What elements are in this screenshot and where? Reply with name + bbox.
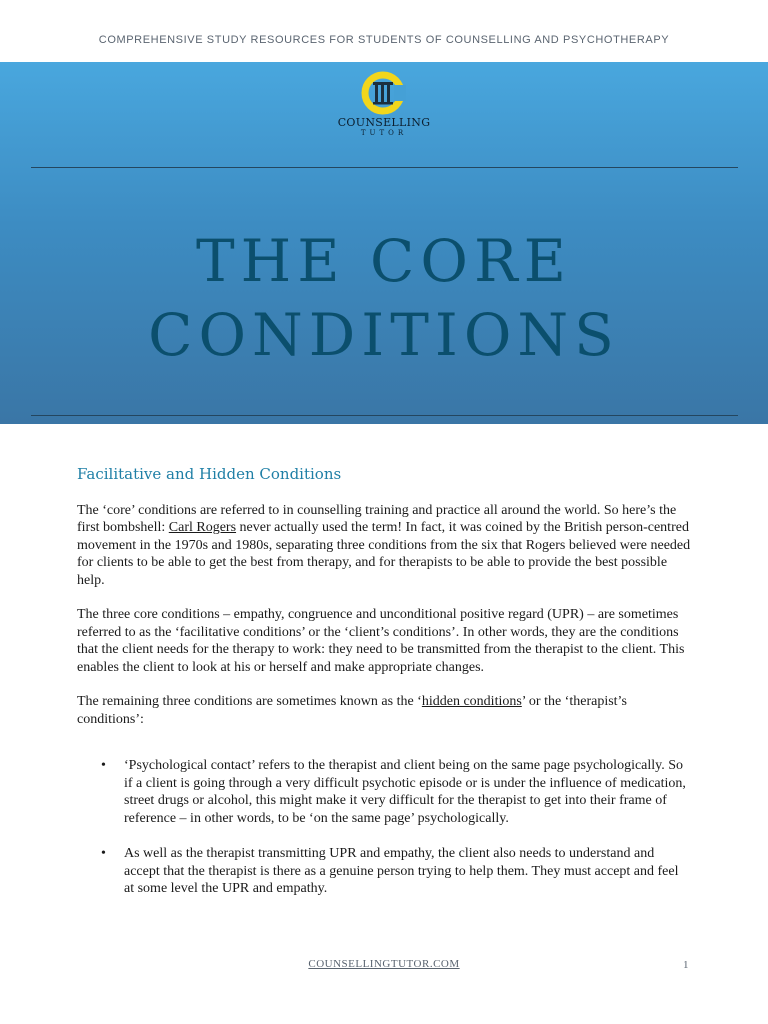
paragraph-3-text-b: ’ or the ‘therapist’s conditions’: [77, 694, 627, 727]
section-heading: Facilitative and Hidden Conditions [77, 465, 342, 483]
hidden-conditions-link[interactable]: hidden conditions [421, 694, 522, 709]
logo-sub-text: TUTOR [360, 129, 408, 137]
hero-bottom-rule [31, 415, 738, 416]
list-item [77, 845, 692, 898]
bullet-icon: • [101, 758, 106, 773]
page-title [0, 224, 768, 372]
page-number: 1 [683, 959, 689, 971]
paragraph-1-text-a: The ‘core’ conditions are referred to in counselling training and practice all around the world. So here’s the first bombshell: [77, 502, 677, 535]
paragraph-1 [77, 502, 692, 590]
counselling-tutor-logo-icon [360, 70, 408, 116]
paragraph-3 [77, 693, 692, 728]
list-item [77, 757, 692, 827]
footer-site-link[interactable]: COUNSELLINGTUTOR.COM [308, 958, 460, 970]
logo-name-text: COUNSELLING [337, 116, 431, 129]
paragraph-3-text-a: The remaining three conditions are sometimes known as the ‘ [77, 694, 422, 709]
article-body [77, 466, 692, 916]
list-item-text: As well as the therapist transmitting UPR and empathy, the client also needs to understand and accept that the therapist is there as a genuine person trying to help them. They must accept and feel at some level the UPR and empathy. [124, 846, 679, 896]
brand-logo[interactable] [0, 70, 768, 138]
hero-banner [0, 62, 768, 424]
paragraph-1-text-b: never actually used the term! In fact, it was coined by the British person-centred movement in the 1970s and 1980s, separating three conditions from the six that Rogers believed were needed for clients to be able to get the best from therapy, and for therapists to be able to provide the best possible help. [77, 520, 691, 588]
title-line-1: THE CORE [196, 227, 572, 295]
paragraph-2: The three core conditions – empathy, congruence and unconditional positive regard (UPR) – are sometimes referred to as the ‘facilitative conditions’ or the ‘client’s conditions’. In other words, they are the conditions that the client needs for the therapy to work: they need to be transmitted from the therapist to the client. This enables the client to look at his or herself and make appropriate changes. [77, 607, 685, 675]
hero-top-rule [31, 167, 738, 168]
site-tagline: COMPREHENSIVE STUDY RESOURCES FOR STUDENTS OF COUNSELLING AND PSYCHOTHERAPY [98, 34, 670, 46]
carl-rogers-link[interactable]: Carl Rogers [168, 520, 237, 535]
title-line-2: CONDITIONS [148, 301, 620, 369]
list-item-text: ‘Psychological contact’ refers to the therapist and client being on the same page psychologically. So if a client is going through a very difficult psychotic episode or is under the influence of medication, street drugs or alcohol, this might make it very difficult for the therapist to get into their frame of reference – in other words, to be ‘on the same page’ psychologically. [124, 758, 686, 826]
conditions-list [77, 757, 692, 898]
bullet-icon: • [101, 846, 106, 861]
